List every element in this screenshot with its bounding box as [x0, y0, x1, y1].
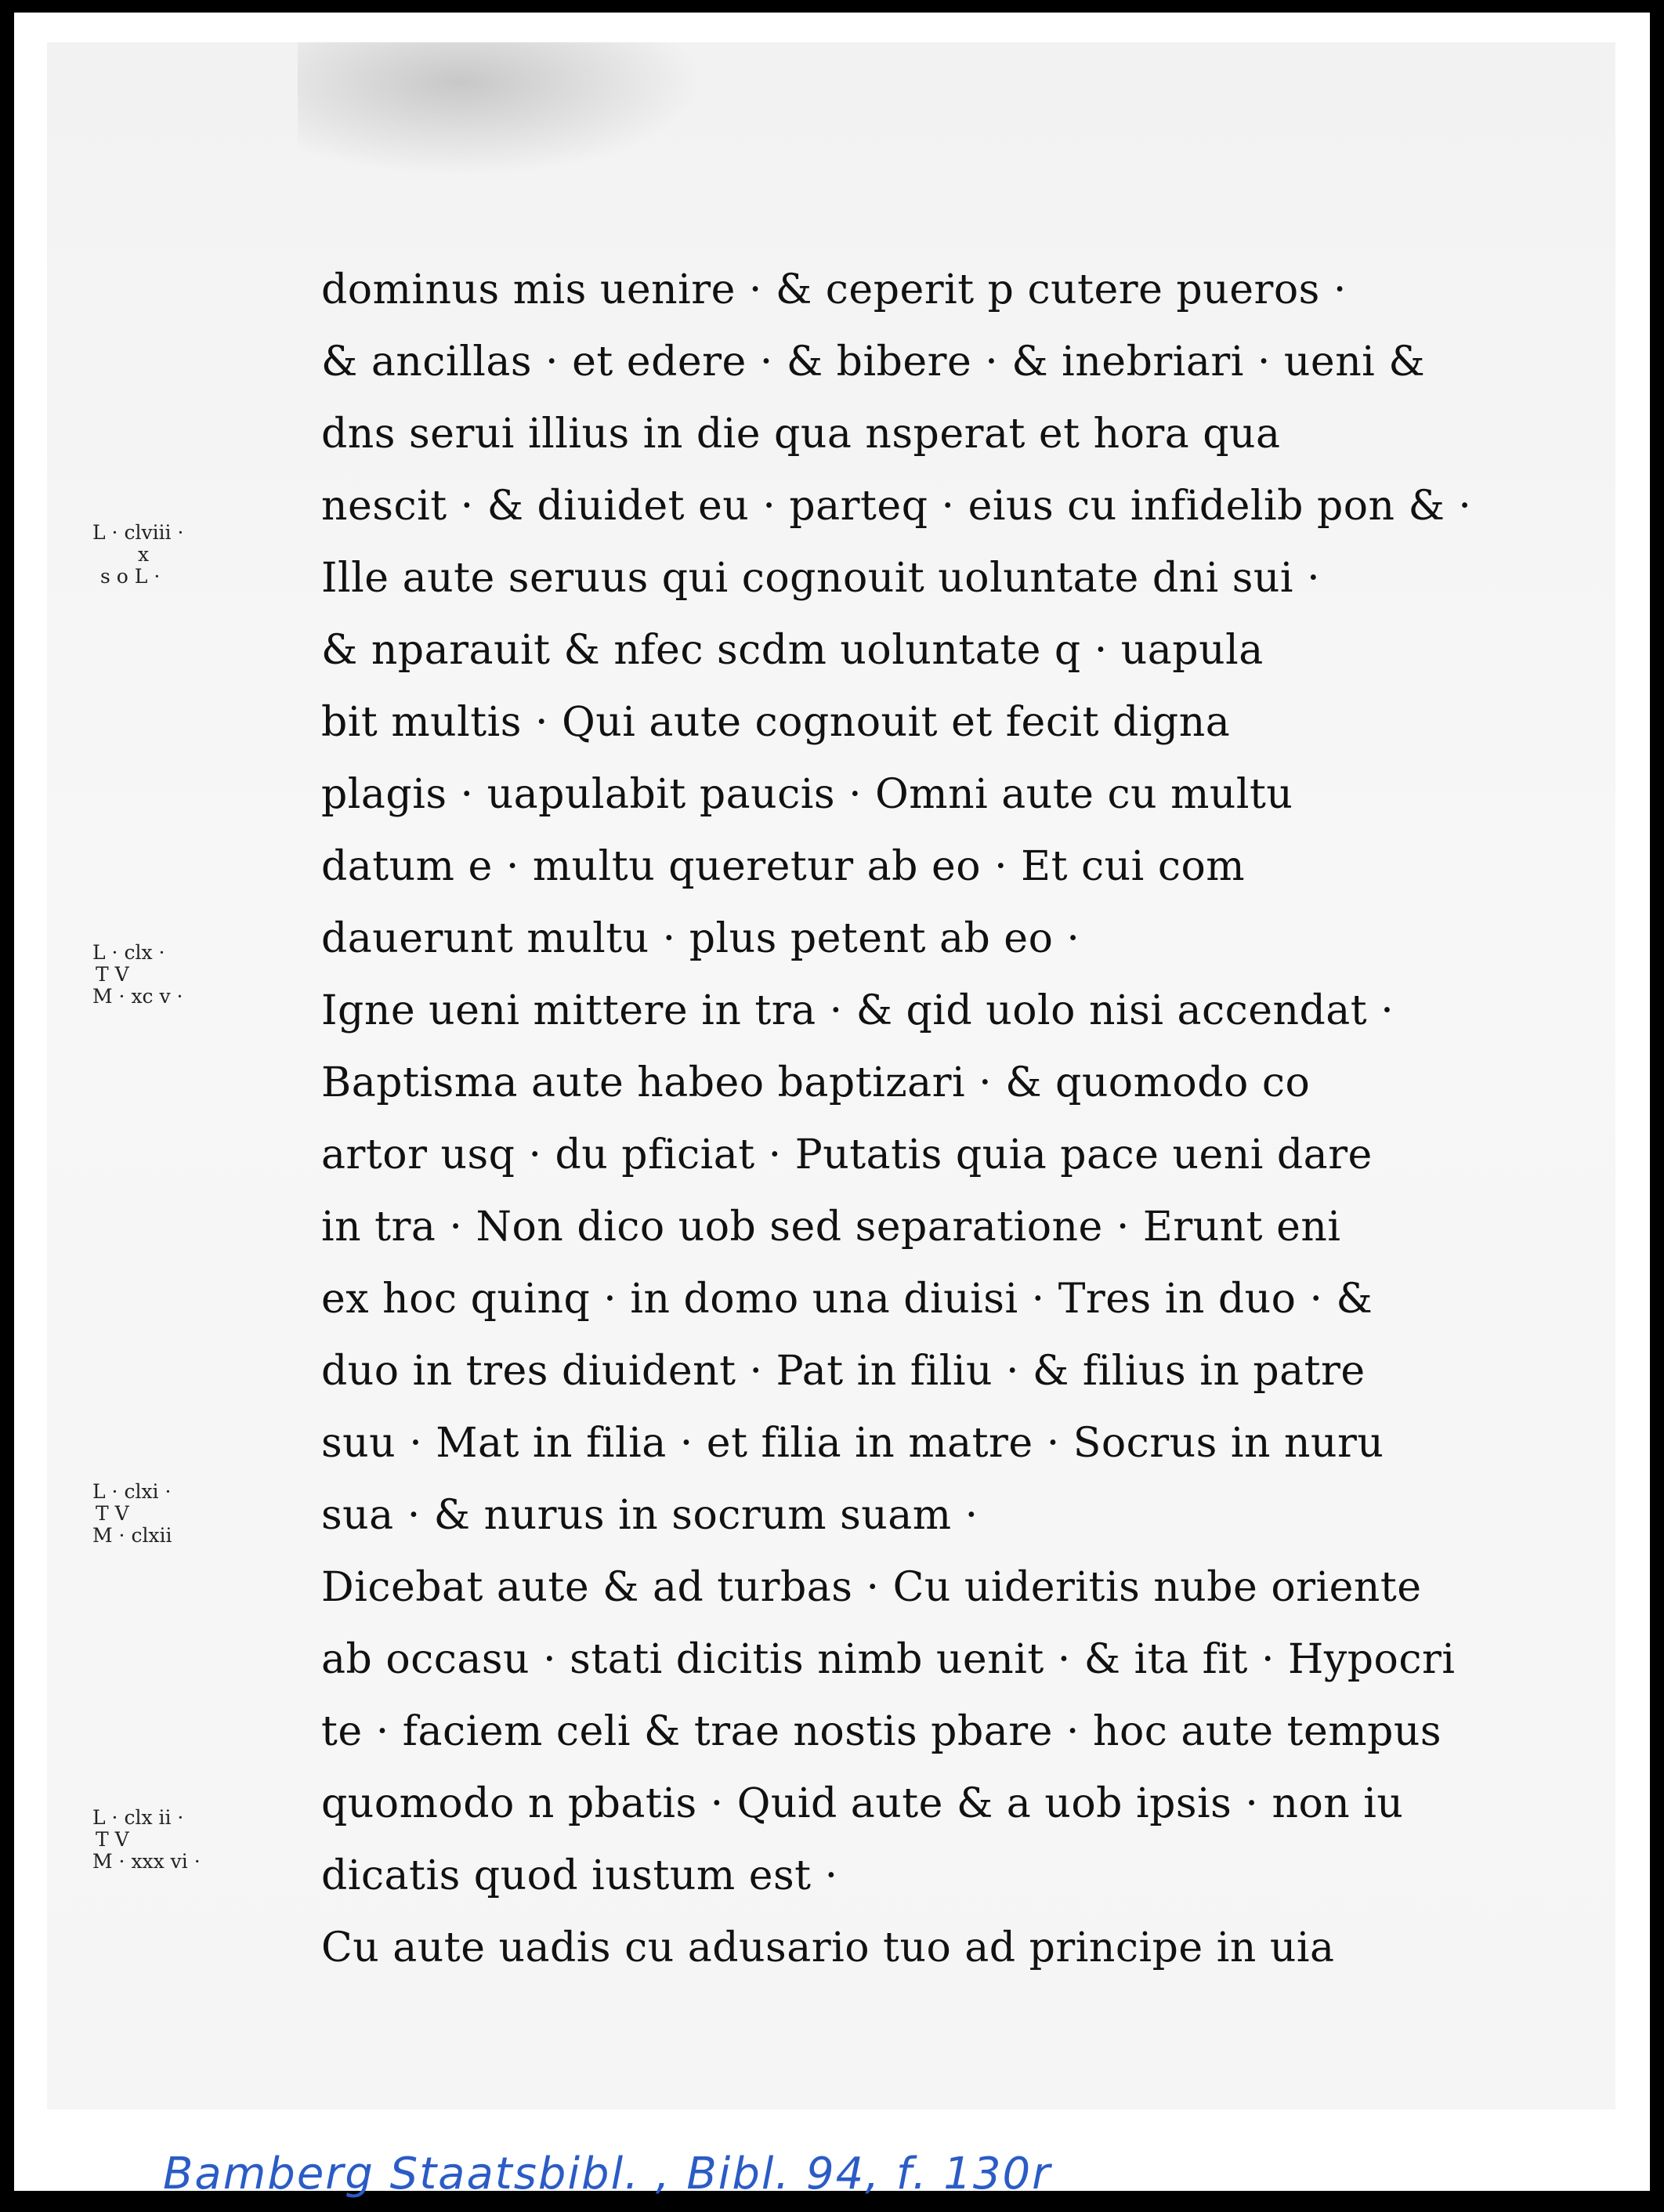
- margin-note-line: L · clxi ·: [92, 1480, 172, 1503]
- text-line: dns serui illius in die qua nsperat et hora qua: [321, 411, 1281, 458]
- margin-note-line: L · clx ii ·: [92, 1806, 184, 1829]
- text-line: artor usq · du pficiat · Putatis quia pace ueni dare: [321, 1131, 1373, 1178]
- margin-note-line: L · clviii ·: [92, 521, 184, 544]
- margin-note-line: T V: [96, 963, 129, 986]
- text-line: Dicebat aute & ad turbas · Cu uideritis nube oriente: [321, 1564, 1422, 1611]
- margin-note-line: T V: [96, 1828, 129, 1851]
- text-line: bit multis · Qui aute cognouit et fecit digna: [321, 699, 1231, 746]
- text-line: Cu aute uadis cu adusario tuo ad principe in uia: [321, 1924, 1335, 1971]
- text-line: sua · & nurus in socrum suam ·: [321, 1492, 979, 1539]
- text-line: ex hoc quinq · in domo una diuisi · Tres in duo · &: [321, 1276, 1373, 1323]
- margin-note-line: M · xxx vi ·: [92, 1850, 201, 1873]
- text-line: quomodo n pbatis · Quid aute & a uob ipsis · non iu: [321, 1780, 1404, 1827]
- margin-note-line: x: [138, 543, 150, 566]
- text-line: suu · Mat in filia · et filia in matre · Socrus in nuru: [321, 1420, 1384, 1467]
- text-line: te · faciem celi & trae nostis pbare · hoc aute tempus: [321, 1708, 1442, 1755]
- text-line: & nparauit & nfec scdm uoluntate q · uapula: [321, 627, 1264, 674]
- text-line: in tra · Non dico uob sed separatione · Erunt eni: [321, 1204, 1341, 1251]
- manuscript-text: [321, 254, 1472, 1984]
- handwritten-caption: Bamberg Staatsbibl. , Bibl. 94, f. 130r: [163, 2149, 1052, 2199]
- text-line: & ancillas · et edere · & bibere · & inebriari · ueni &: [321, 338, 1426, 386]
- text-line: nescit · & diuidet eu · parteq · eius cu infidelib pon & ·: [321, 483, 1472, 530]
- photograph: [14, 13, 1650, 2199]
- text-line: dicatis quod iustum est ·: [321, 1852, 838, 1899]
- text-line: Baptisma aute habeo baptizari · & quomodo co: [321, 1059, 1311, 1106]
- margin-note-line: L · clx ·: [92, 941, 165, 964]
- text-line: Ille aute seruus qui cognouit uoluntate dni sui ·: [321, 555, 1321, 602]
- text-line: plagis · uapulabit paucis · Omni aute cu multu: [321, 771, 1293, 818]
- text-line: dominus mis uenire · & ceperit p cutere pueros ·: [321, 266, 1347, 313]
- text-line: datum e · multu queretur ab eo · Et cui com: [321, 843, 1246, 890]
- margin-note-line: M · clxii: [92, 1524, 172, 1547]
- text-line: duo in tres diuident · Pat in filiu · & filius in patre: [321, 1348, 1366, 1395]
- text-line: dauerunt multu · plus petent ab eo ·: [321, 915, 1080, 962]
- margin-note: [92, 1807, 201, 1873]
- margin-note: [92, 1481, 172, 1547]
- stain-mark: [298, 42, 705, 176]
- text-line: Igne ueni mittere in tra · & qid uolo nisi accendat ·: [321, 987, 1395, 1034]
- manuscript-leaf: [47, 42, 1615, 2109]
- margin-note-line: T V: [96, 1502, 129, 1525]
- margin-note: [92, 522, 183, 588]
- text-line: ab occasu · stati dicitis nimb uenit · & ita fit · Hypocri: [321, 1636, 1456, 1683]
- margin-note-line: s o L ·: [100, 565, 161, 588]
- margin-note-line: M · xc v ·: [92, 985, 183, 1008]
- margin-note: [92, 942, 183, 1008]
